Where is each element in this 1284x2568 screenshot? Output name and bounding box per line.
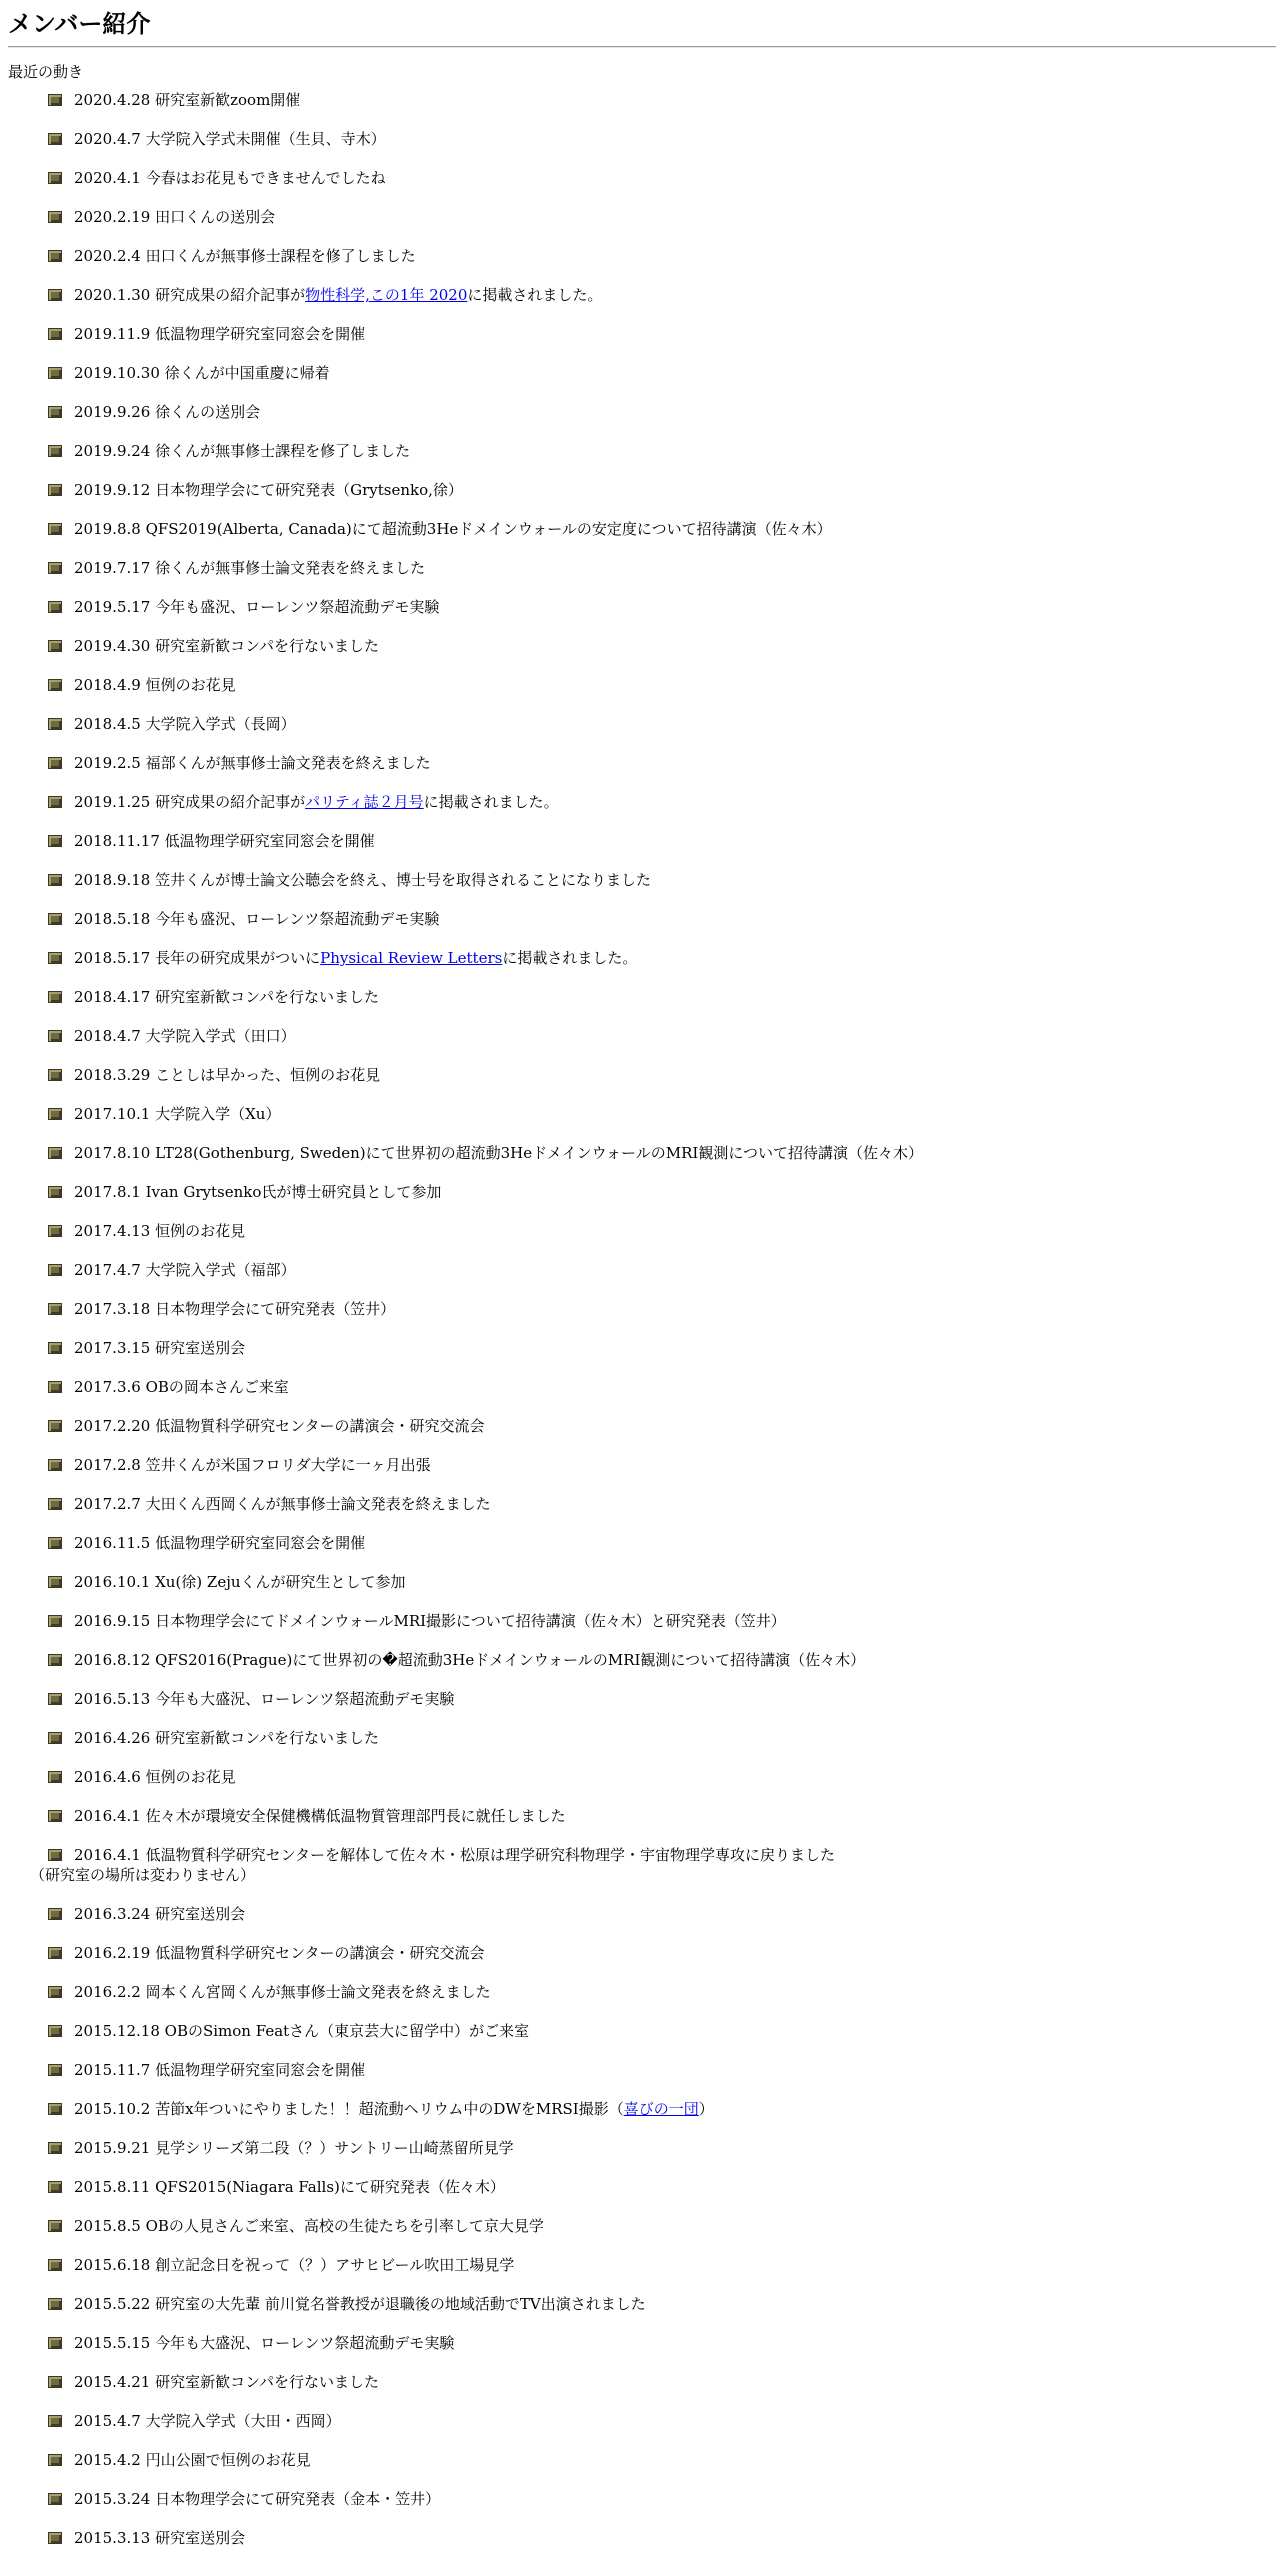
bullet-icon <box>48 2454 62 2466</box>
news-item-text: 2015.6.18 創立記念日を祝って（？）アサヒビール吹田工場見学 <box>74 2256 515 2274</box>
bullet-icon <box>48 1381 62 1393</box>
bullet-icon <box>48 796 62 808</box>
bullet-icon <box>48 874 62 886</box>
bullet-icon <box>48 94 62 106</box>
news-item <box>48 1182 1276 1202</box>
news-item <box>48 831 1276 851</box>
news-item <box>48 1338 1276 1358</box>
news-item-text: 2015.4.21 研究室新歓コンパを行ないました <box>74 2373 380 2391</box>
bullet-icon <box>48 1810 62 1822</box>
bullet-icon <box>48 1576 62 1588</box>
news-item-text: 2015.4.7 大学院入学式（大田・西岡） <box>74 2412 341 2430</box>
news-item <box>48 363 1276 383</box>
bullet-icon <box>48 1908 62 1920</box>
news-item <box>48 168 1276 188</box>
news-item <box>48 1416 1276 1436</box>
news-item <box>48 636 1276 656</box>
news-list <box>8 90 1276 2548</box>
bullet-icon <box>48 1693 62 1705</box>
news-item-text: 2017.4.7 大学院入学式（福部） <box>74 1261 296 1279</box>
news-item <box>48 2372 1276 2392</box>
news-item <box>48 2138 1276 2158</box>
news-item-text: 2020.2.4 田口くんが無事修士課程を修了しました <box>74 247 416 265</box>
news-item-text: 2017.2.7 大田くん西岡くんが無事修士論文発表を終えました <box>74 1495 491 1513</box>
news-item-text-after: に掲載されました。 <box>467 286 603 304</box>
bullet-icon <box>48 1225 62 1237</box>
bullet-icon <box>48 289 62 301</box>
news-item <box>48 1494 1276 1514</box>
bullet-icon <box>48 952 62 964</box>
news-item <box>48 1982 1276 2002</box>
news-item <box>48 246 1276 266</box>
news-item <box>48 1767 1276 1787</box>
bullet-icon <box>48 1498 62 1510</box>
bullet-icon <box>48 1947 62 1959</box>
news-item <box>48 2528 1276 2548</box>
news-item <box>48 441 1276 461</box>
bullet-icon <box>48 1303 62 1315</box>
bullet-icon <box>48 1849 62 1861</box>
bullet-icon <box>48 2298 62 2310</box>
news-item <box>48 558 1276 578</box>
news-item <box>48 1533 1276 1553</box>
bullet-icon <box>48 133 62 145</box>
news-item <box>48 1611 1276 1631</box>
news-item <box>48 285 1276 305</box>
news-item-text: 2016.10.1 Xu(徐) Zejuくんが研究生として参加 <box>74 1573 406 1591</box>
news-item <box>48 402 1276 422</box>
news-item <box>48 1143 1276 1163</box>
news-item-text: 2018.4.5 大学院入学式（長岡） <box>74 715 296 733</box>
news-item-text: 2019.4.30 研究室新歓コンパを行ないました <box>74 637 380 655</box>
bullet-icon <box>48 1732 62 1744</box>
news-item-text: 2018.5.17 長年の研究成果がついに <box>74 949 321 967</box>
news-item <box>48 909 1276 929</box>
news-item-text: 2019.9.12 日本物理学会にて研究発表（Grytsenko,徐） <box>74 481 463 499</box>
bullet-icon <box>48 2493 62 2505</box>
news-item-text: 2018.4.7 大学院入学式（田口） <box>74 1027 296 1045</box>
news-item <box>48 1221 1276 1241</box>
news-item-text: 2015.10.2 苦節x年ついにやりました！！超流動ヘリウム中のDWをMRSI撮影（ <box>74 2100 624 2118</box>
news-item-text: 2017.10.1 大学院入学（Xu） <box>74 1105 281 1123</box>
bullet-icon <box>48 2025 62 2037</box>
bullet-icon <box>48 679 62 691</box>
news-item-text: 2020.4.7 大学院入学式未開催（生貝、寺木） <box>74 130 386 148</box>
news-item-text: 2019.5.17 今年も盛況、ローレンツ祭超流動デモ実験 <box>74 598 440 616</box>
news-item <box>48 675 1276 695</box>
bullet-icon <box>48 562 62 574</box>
news-item <box>48 2255 1276 2275</box>
bullet-icon <box>48 2181 62 2193</box>
news-item-text: 2016.11.5 低温物理学研究室同窓会を開催 <box>74 1534 366 1552</box>
news-item-text: 2017.3.6 OBの岡本さんご来室 <box>74 1378 289 1396</box>
news-item-text: 2019.9.26 徐くんの送別会 <box>74 403 261 421</box>
news-item-text: 2020.2.19 田口くんの送別会 <box>74 208 276 226</box>
news-item <box>30 1845 1276 1885</box>
news-item-text: 2018.4.17 研究室新歓コンパを行ないました <box>74 988 380 1006</box>
news-item-text: 2015.8.5 OBの人見さんご来室、高校の生徒たちを引率して京大見学 <box>74 2217 544 2235</box>
news-item-link[interactable]: 物性科学,この1年 2020 <box>305 286 468 304</box>
news-item-text: 2015.11.7 低温物理学研究室同窓会を開催 <box>74 2061 366 2079</box>
news-item-text: 2017.4.13 恒例のお花見 <box>74 1222 246 1240</box>
bullet-icon <box>48 2532 62 2544</box>
bullet-icon <box>48 2415 62 2427</box>
news-item-link[interactable]: パリティ誌２月号 <box>305 793 424 811</box>
news-item <box>48 2489 1276 2509</box>
news-item <box>48 948 1276 968</box>
news-item-text: 2017.3.18 日本物理学会にて研究発表（笠井） <box>74 1300 396 1318</box>
news-item <box>48 1026 1276 1046</box>
page-title: メンバー紹介 <box>8 10 151 38</box>
news-item <box>48 1377 1276 1397</box>
news-item <box>48 1728 1276 1748</box>
news-item-continuation: （研究室の場所は変わりません） <box>30 1866 256 1884</box>
news-item-text: 2018.3.29 ことしは早かった、恒例のお花見 <box>74 1066 381 1084</box>
news-item-text: 2017.8.10 LT28(Gothenburg, Sweden)にて世界初の超流動3HeドメインウォールのMRI観測について招待講演（佐々木） <box>74 1144 924 1162</box>
bullet-icon <box>48 835 62 847</box>
news-item <box>48 1650 1276 1670</box>
news-item-text: 2016.4.6 恒例のお花見 <box>74 1768 236 1786</box>
news-item-text: 2016.5.13 今年も大盛況、ローレンツ祭超流動デモ実験 <box>74 1690 455 1708</box>
bullet-icon <box>48 2259 62 2271</box>
bullet-icon <box>48 2220 62 2232</box>
news-item-text: 2015.9.21 見学シリーズ第二段（？）サントリー山崎蒸留所見学 <box>74 2139 514 2157</box>
news-item-text: 2015.3.13 研究室送別会 <box>74 2529 246 2547</box>
news-item <box>48 597 1276 617</box>
bullet-icon <box>48 1459 62 1471</box>
news-item <box>48 207 1276 227</box>
news-item <box>48 519 1276 539</box>
bullet-icon <box>48 2142 62 2154</box>
news-item-text: 2017.3.15 研究室送別会 <box>74 1339 246 1357</box>
bullet-icon <box>48 1186 62 1198</box>
news-item-text: 2016.2.19 低温物質科学研究センターの講演会・研究交流会 <box>74 1944 485 1962</box>
news-item <box>48 1299 1276 1319</box>
bullet-icon <box>48 2337 62 2349</box>
news-item-text: 2019.11.9 低温物理学研究室同窓会を開催 <box>74 325 366 343</box>
bullet-icon <box>48 2103 62 2115</box>
news-item-text: 2016.3.24 研究室送別会 <box>74 1905 246 1923</box>
bullet-icon <box>48 1654 62 1666</box>
news-item <box>48 1104 1276 1124</box>
news-item-text: 2020.4.28 研究室新歓zoom開催 <box>74 91 301 109</box>
news-item-text: 2016.4.1 低温物質科学研究センターを解体して佐々木・松原は理学研究科物理学・宇宙物理学専攻に戻りました <box>74 1846 835 1864</box>
bullet-icon <box>48 250 62 262</box>
bullet-icon <box>48 991 62 1003</box>
news-item-text: 2015.8.11 QFS2015(Niagara Falls)にて研究発表（佐々木） <box>74 2178 505 2196</box>
news-item-text: 2020.1.30 研究成果の紹介記事が <box>74 286 306 304</box>
bullet-icon <box>48 406 62 418</box>
bullet-icon <box>48 913 62 925</box>
bullet-icon <box>48 1342 62 1354</box>
news-item <box>48 1572 1276 1592</box>
news-item <box>48 2294 1276 2314</box>
news-item <box>48 129 1276 149</box>
news-item <box>48 480 1276 500</box>
news-item-text: 2016.4.1 佐々木が環境安全保健機構低温物質管理部門長に就任しました <box>74 1807 566 1825</box>
bullet-icon <box>48 367 62 379</box>
news-item-text: 2018.9.18 笠井くんが博士論文公聴会を終え、博士号を取得されることになりました <box>74 871 652 889</box>
news-item <box>48 324 1276 344</box>
news-item-text: 2016.4.26 研究室新歓コンパを行ないました <box>74 1729 380 1747</box>
news-item-text: 2015.3.24 日本物理学会にて研究発表（金本・笠井） <box>74 2490 441 2508</box>
bullet-icon <box>48 1147 62 1159</box>
news-item-text: 2019.1.25 研究成果の紹介記事が <box>74 793 306 811</box>
news-item-text: 2019.8.8 QFS2019(Alberta, Canada)にて超流動3Heドメインウォールの安定度について招待講演（佐々木） <box>74 520 832 538</box>
bullet-icon <box>48 601 62 613</box>
news-item <box>48 1689 1276 1709</box>
bullet-icon <box>48 2064 62 2076</box>
news-item-text: 2015.5.22 研究室の大先輩 前川覚名誉教授が退職後の地域活動でTV出演されました <box>74 2295 646 2313</box>
news-item-text: 2015.5.15 今年も大盛況、ローレンツ祭超流動デモ実験 <box>74 2334 455 2352</box>
news-item <box>48 987 1276 1007</box>
news-item <box>48 2333 1276 2353</box>
news-item-text-after: に掲載されました。 <box>423 793 559 811</box>
news-item-text-after: に掲載されました。 <box>502 949 638 967</box>
news-item-text: 2019.7.17 徐くんが無事修士論文発表を終えました <box>74 559 426 577</box>
news-item-text: 2017.2.20 低温物質科学研究センターの講演会・研究交流会 <box>74 1417 485 1435</box>
news-item-text: 2018.11.17 低温物理学研究室同窓会を開催 <box>74 832 375 850</box>
bullet-icon <box>48 1986 62 1998</box>
bullet-icon <box>48 445 62 457</box>
bullet-icon <box>48 1264 62 1276</box>
bullet-icon <box>48 2376 62 2388</box>
news-item <box>48 714 1276 734</box>
news-item <box>48 870 1276 890</box>
bullet-icon <box>48 1615 62 1627</box>
bullet-icon <box>48 1771 62 1783</box>
news-item <box>48 2021 1276 2041</box>
bullet-icon <box>48 1537 62 1549</box>
news-item <box>48 2060 1276 2080</box>
news-item <box>48 2411 1276 2431</box>
bullet-icon <box>48 211 62 223</box>
bullet-icon <box>48 640 62 652</box>
news-item <box>48 90 1276 110</box>
news-item <box>48 1455 1276 1475</box>
news-item-text-after: ） <box>698 2100 714 2118</box>
bullet-icon <box>48 1030 62 1042</box>
news-item-text: 2016.8.12 QFS2016(Prague)にて世界初の�超流動3HeドメインウォールのMRI観測について招待講演（佐々木） <box>74 1651 866 1669</box>
bullet-icon <box>48 172 62 184</box>
news-item-text: 2015.12.18 OBのSimon Featさん（東京芸大に留学中）がご来室 <box>74 2022 530 2040</box>
news-item-text: 2016.9.15 日本物理学会にてドメインウォールMRI撮影について招待講演（佐々木）と研究発表（笠井） <box>74 1612 786 1630</box>
news-item <box>48 753 1276 773</box>
bullet-icon <box>48 328 62 340</box>
news-item <box>48 792 1276 812</box>
bullet-icon <box>48 718 62 730</box>
news-item <box>48 1943 1276 1963</box>
news-item-link[interactable]: Physical Review Letters <box>320 949 503 967</box>
news-item-text: 2018.5.18 今年も盛況、ローレンツ祭超流動デモ実験 <box>74 910 440 928</box>
news-item-text: 2020.4.1 今春はお花見もできませんでしたね <box>74 169 386 187</box>
news-item-text: 2015.4.2 円山公園で恒例のお花見 <box>74 2451 311 2469</box>
bullet-icon <box>48 523 62 535</box>
bullet-icon <box>48 484 62 496</box>
news-item <box>48 2177 1276 2197</box>
bullet-icon <box>48 1420 62 1432</box>
news-item-text: 2016.2.2 岡本くん宮岡くんが無事修士論文発表を終えました <box>74 1983 491 2001</box>
news-item <box>48 2216 1276 2236</box>
title-divider <box>8 46 1276 48</box>
news-item <box>48 2099 1276 2119</box>
section-label: 最近の動き <box>8 63 84 81</box>
news-item <box>48 1806 1276 1826</box>
news-item <box>48 1065 1276 1085</box>
news-item-text: 2018.4.9 恒例のお花見 <box>74 676 236 694</box>
bullet-icon <box>48 757 62 769</box>
news-item-text: 2019.2.5 福部くんが無事修士論文発表を終えました <box>74 754 431 772</box>
news-item-text: 2017.2.8 笠井くんが米国フロリダ大学に一ヶ月出張 <box>74 1456 431 1474</box>
news-item-link[interactable]: 喜びの一団 <box>623 2100 699 2118</box>
bullet-icon <box>48 1108 62 1120</box>
news-item <box>48 2450 1276 2470</box>
news-item <box>48 1904 1276 1924</box>
news-item <box>48 1260 1276 1280</box>
news-item-text: 2017.8.1 Ivan Grytsenko氏が博士研究員として参加 <box>74 1183 442 1201</box>
news-item-text: 2019.10.30 徐くんが中国重慶に帰着 <box>74 364 330 382</box>
news-item-text: 2019.9.24 徐くんが無事修士課程を修了しました <box>74 442 411 460</box>
bullet-icon <box>48 1069 62 1081</box>
